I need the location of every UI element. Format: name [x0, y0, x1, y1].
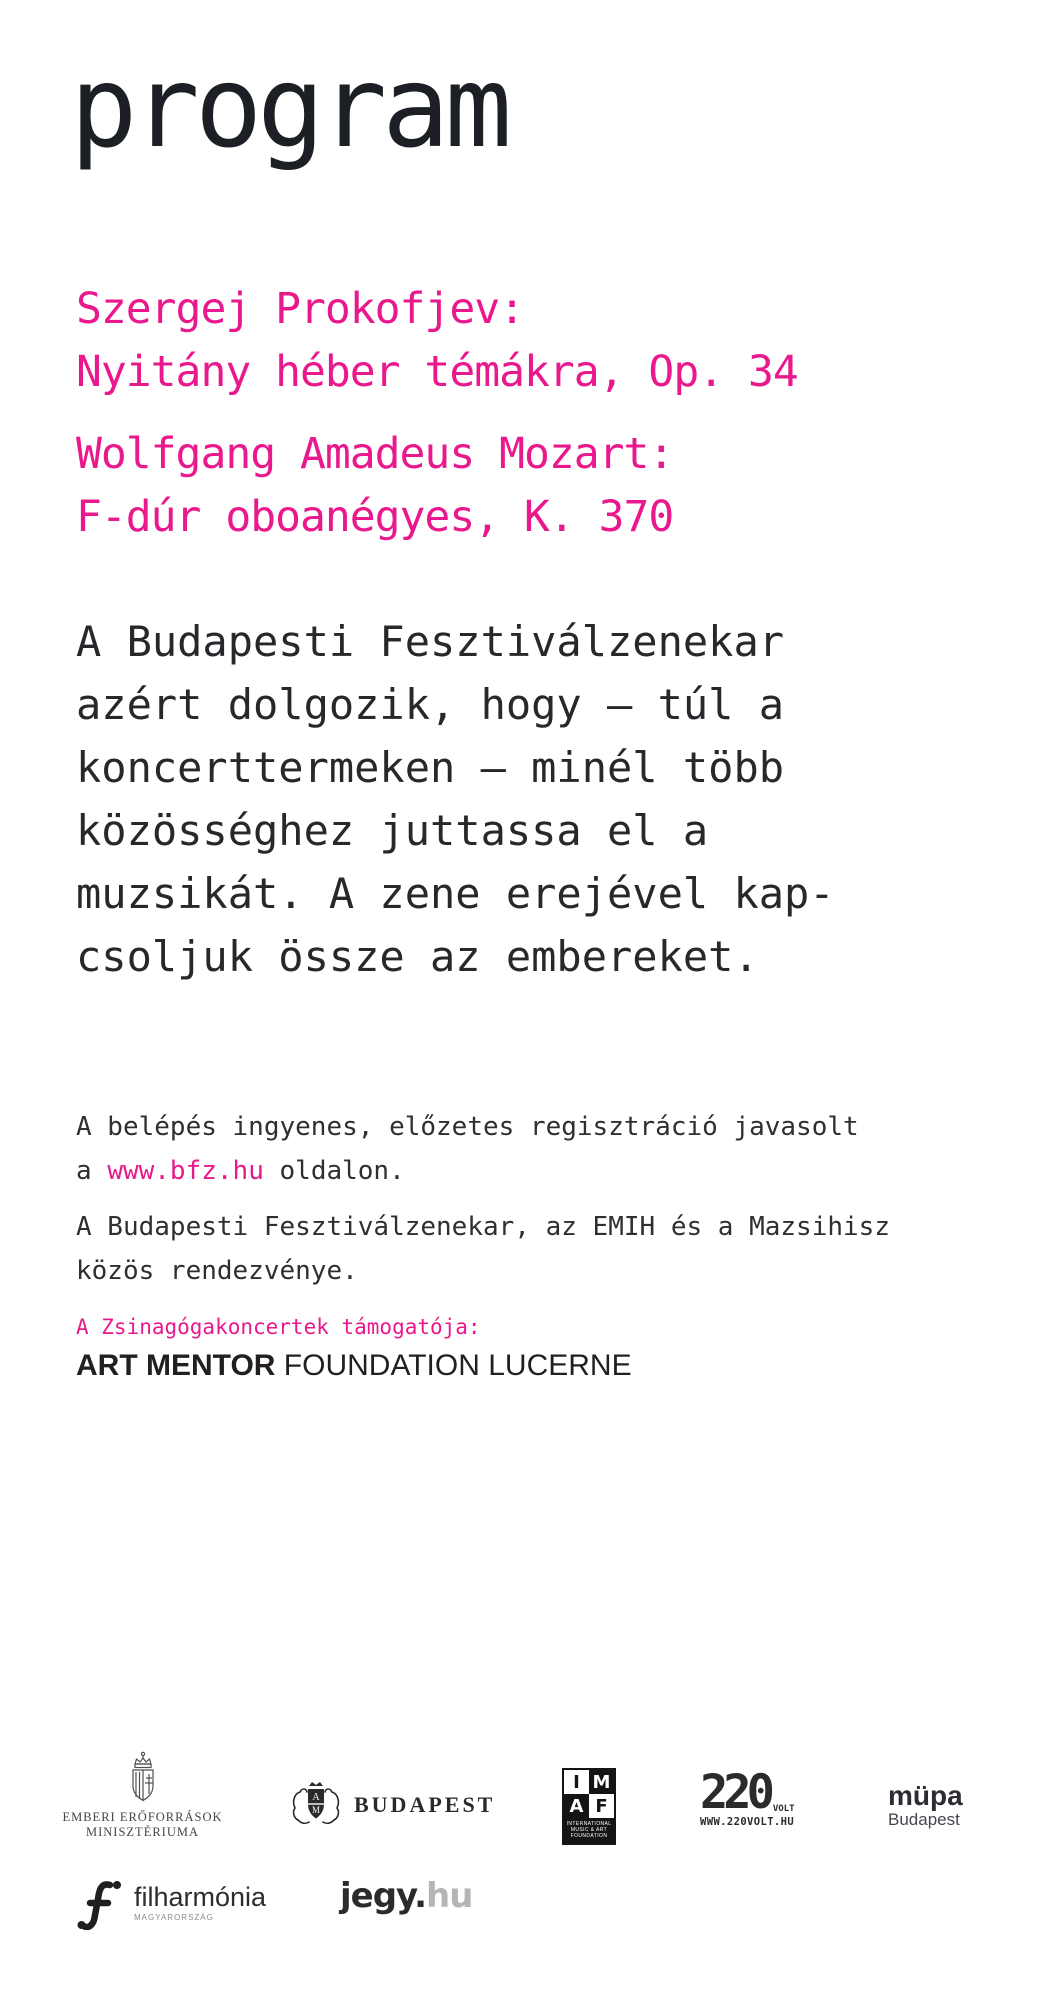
ministry-name-line1: EMBERI ERŐFORRÁSOK [62, 1810, 223, 1824]
ministry-logo [60, 1750, 225, 1840]
filharmonia-logo [76, 1876, 266, 1930]
imaf-footer [564, 1818, 614, 1843]
jegyhu-logo [340, 1876, 472, 1916]
imaf-footer-line3: FOUNDATION [570, 1833, 608, 1839]
program-item-prokofjev [76, 278, 798, 404]
composer-name: Szergej Prokofjev: [76, 284, 524, 334]
mupa-city-label: Budapest [888, 1810, 960, 1829]
entry-info-line1: A belépés ingyenes, előzetes regisztráció javasolt [76, 1112, 859, 1142]
organizers-line1: A Budapesti Fesztiválzenekar, az EMIH és a Mazsihisz [76, 1212, 890, 1242]
entry-info-suffix: oldalon. [263, 1156, 405, 1186]
220volt-volt-label: VOLT [772, 1804, 795, 1814]
entry-info-prefix: a [76, 1156, 108, 1186]
sponsor-name-bold: ART MENTOR [76, 1349, 276, 1382]
mission-line: csoljuk össze az embereket. [76, 932, 759, 981]
organizers-line2: közös rendezvénye. [76, 1256, 358, 1286]
page-title: program [70, 43, 508, 173]
budapest-logo [288, 1780, 495, 1830]
imaf-letter-a: A [564, 1794, 589, 1818]
svg-text:A: A [312, 1792, 320, 1803]
sponsor-name-rest: FOUNDATION LUCERNE [275, 1349, 632, 1382]
imaf-footer-line2: MUSIC & ART [570, 1827, 608, 1833]
jegyhu-wordmark-gray: hu [426, 1876, 473, 1916]
composer-name: Wolfgang Amadeus Mozart: [76, 429, 674, 479]
mission-statement [76, 610, 835, 988]
program-item-mozart [76, 423, 673, 549]
imaf-letter-grid [564, 1770, 614, 1818]
220volt-url: WWW.220VOLT.HU [700, 1816, 795, 1828]
mission-line: A Budapesti Fesztiválzenekar [76, 617, 785, 666]
svg-text:M: M [311, 1805, 321, 1815]
mupa-wordmark: müpa [888, 1780, 963, 1811]
imaf-letter-f: F [589, 1794, 614, 1818]
sponsor-label: A Zsinagógakoncertek támogatója: [76, 1315, 481, 1339]
hungary-coat-of-arms-icon [123, 1750, 163, 1806]
mission-line: koncerttermeken – minél több [76, 743, 785, 792]
imaf-logo [562, 1768, 616, 1845]
entry-info-line2 [76, 1149, 859, 1193]
work-title: Nyitány héber témákra, Op. 34 [76, 347, 798, 397]
entry-info [76, 1105, 859, 1193]
bfz-url-link[interactable]: www.bfz.hu [107, 1156, 264, 1186]
filharmonia-f-icon [76, 1876, 126, 1930]
220volt-number: 220 [700, 1765, 770, 1820]
ministry-name-line2: MINISZTÉRIUMA [86, 1825, 199, 1839]
budapest-logo-label: BUDAPEST [354, 1792, 496, 1817]
imaf-letter-m: M [589, 1770, 614, 1794]
sponsor-name [76, 1348, 632, 1384]
filharmonia-wordmark: filharmónia [134, 1882, 267, 1912]
mupa-logo [888, 1782, 963, 1830]
mission-line: azért dolgozik, hogy – túl a [76, 680, 785, 729]
mission-line: muzsikát. A zene erejével kap- [76, 869, 835, 918]
mission-line: közösséghez juttassa el a [76, 806, 709, 855]
imaf-footer-line1: INTERNATIONAL [566, 1821, 612, 1827]
filharmonia-country-label: MAGYARORSZÁG [134, 1913, 214, 1922]
budapest-coat-of-arms-icon [288, 1780, 344, 1830]
220volt-logo [700, 1765, 810, 1828]
organizers-info [76, 1205, 890, 1293]
imaf-letter-i: I [564, 1770, 589, 1794]
work-title: F-dúr oboanégyes, K. 370 [76, 492, 674, 542]
jegyhu-wordmark-dark: jegy. [340, 1876, 427, 1916]
